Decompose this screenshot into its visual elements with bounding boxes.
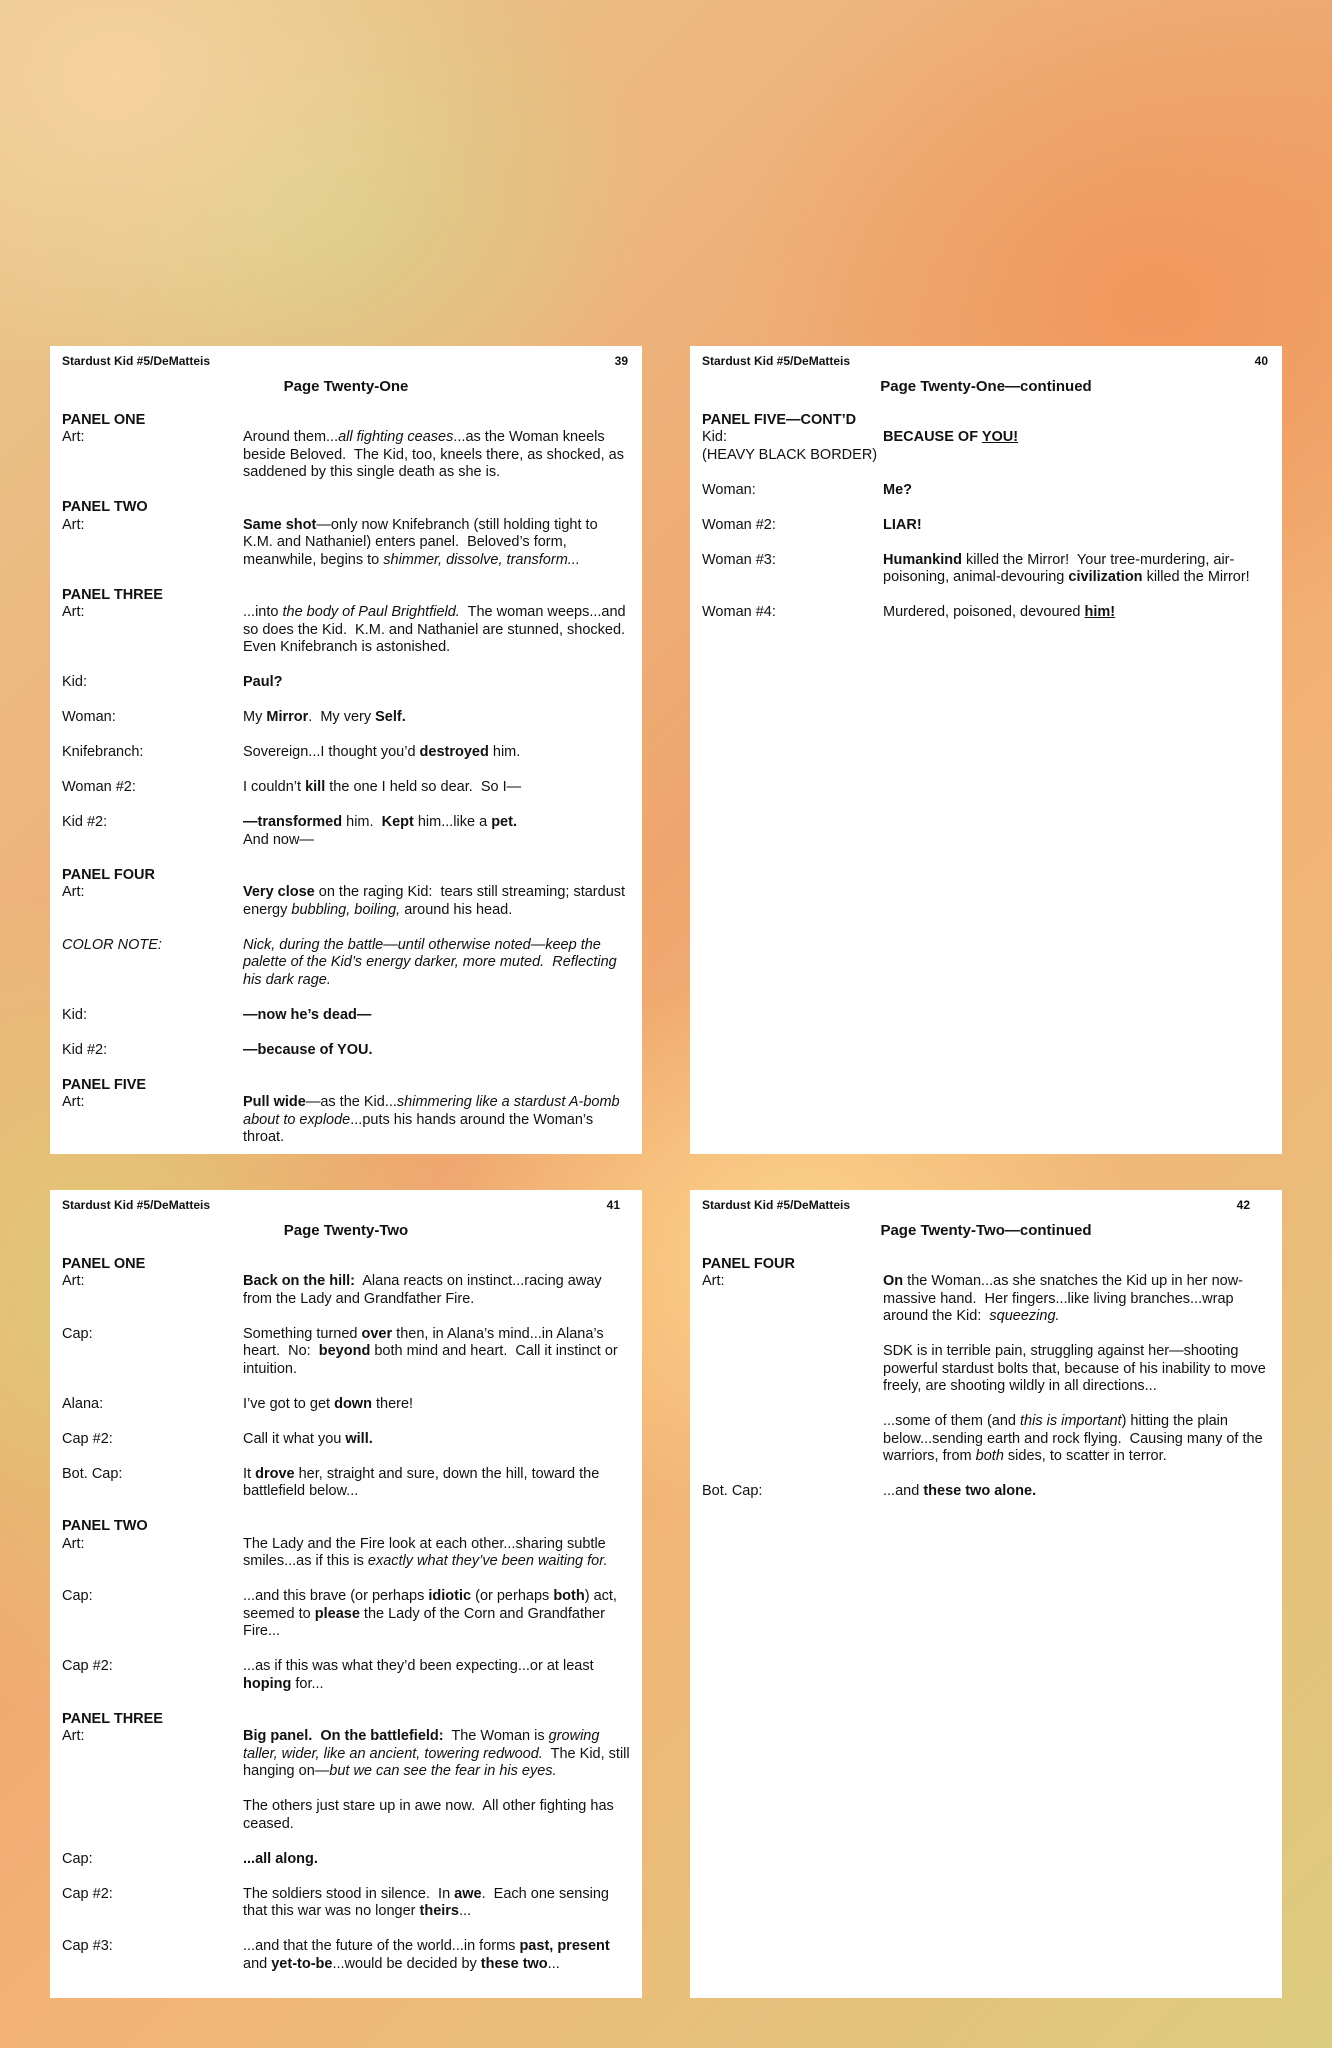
speaker-label: Cap #2: [62, 1430, 113, 1447]
script-text: ...all along. [243, 1850, 318, 1867]
script-row [62, 604, 634, 657]
script-row [62, 1938, 630, 1973]
script-row [62, 1042, 630, 1060]
speaker-label: Woman #2: [702, 516, 776, 533]
speaker-label: Woman: [62, 709, 116, 725]
script-row [62, 1851, 630, 1869]
script-text: —now he’s dead— [243, 1006, 372, 1023]
script-text: Me? [883, 481, 912, 498]
speaker-label: Art: [62, 884, 85, 900]
script-text: Back on the hill: Alana reacts on instinct...racing away from the Lady and Grandfather Fire. [243, 1273, 606, 1307]
script-text: Something turned over then, in Alana’s mind...in Alana’s heart. No: beyond both mind and heart. Call it instinct or intuition. [243, 1325, 622, 1377]
script-row [62, 1094, 630, 1147]
script-text: Sovereign...I thought you’d destroyed him. [243, 744, 521, 760]
speaker-label: Art: [62, 1094, 85, 1110]
speaker-label: Knifebranch: [62, 744, 144, 760]
script-text: It drove her, straight and sure, down the hill, toward the battlefield below... [243, 1465, 604, 1499]
script-text: Humankind killed the Mirror! Your tree-murdering, air-poisoning, animal-devouring civilization killed the Mirror! [883, 551, 1250, 585]
script-row [702, 447, 1270, 465]
speaker-label: Woman #2: [62, 779, 136, 795]
script-row [62, 1431, 630, 1449]
speaker-label: Kid #2: [62, 1041, 108, 1058]
page-number: 40 [1254, 354, 1268, 368]
speaker-label: Cap: [62, 1588, 93, 1604]
panel-heading: PANEL FOUR [62, 866, 155, 883]
speaker-label: Woman #3: [702, 551, 776, 568]
speaker-label: COLOR NOTE: [62, 936, 162, 953]
speaker-label: Art: [62, 1273, 85, 1289]
script-text: The Lady and the Fire look at each other...sharing subtle smiles...as if this is exactly what they’ve been waiting for. [243, 1535, 610, 1569]
script-text: ...and these two alone. [883, 1483, 1037, 1499]
speaker-label: Alana: [62, 1395, 104, 1412]
script-row [62, 937, 630, 990]
speaker-label: Art: [62, 1728, 85, 1744]
border-note: (HEAVY BLACK BORDER) [702, 446, 878, 463]
panel-heading: PANEL FIVE—CONT’D [702, 411, 857, 428]
script-text: Very close on the raging Kid: tears still streaming; stardust energy bubbling, boiling, around his head. [243, 884, 630, 918]
panel-heading: PANEL THREE [62, 586, 163, 603]
script-page-40 [690, 346, 1282, 1154]
script-row [62, 814, 630, 849]
script-row [62, 674, 630, 692]
page-header [702, 1198, 1270, 1212]
speaker-label: Art: [702, 1273, 725, 1289]
script-text: —because of YOU. [243, 1041, 373, 1058]
script-text: Same shot—only now Knifebranch (still holding tight to K.M. and Nathaniel) enters panel. Beloved’s form, meanwhile, begins to shimmer, dissolve, transform... [243, 516, 602, 568]
speaker-label: Cap #2: [62, 1885, 113, 1902]
script-row [62, 1536, 630, 1571]
page-number: 41 [606, 1198, 620, 1212]
script-row [62, 884, 630, 919]
script-row [62, 1658, 630, 1693]
page-title: Page Twenty-One—continued [880, 378, 1092, 395]
panel-heading: PANEL FIVE [62, 1076, 147, 1093]
header-title: Stardust Kid #5/DeMatteis [702, 354, 851, 368]
script-row [62, 744, 630, 762]
script-text: Around them...all fighting ceases...as the Woman kneels beside Beloved. The Kid, too, kneels there, as shocked, as saddened by this single death as she is. [243, 429, 629, 480]
script-row [702, 1273, 1270, 1466]
script-page-42 [690, 1190, 1282, 1998]
script-text: Big panel. On the battlefield: The Woman is growing taller, wider, like an ancient, towering redwood. The Kid, still hanging on—but we can see the fear in his eyes. The others just stare up in awe now. All other fighting has ceased. [243, 1728, 634, 1832]
speaker-label: Art: [62, 1535, 85, 1552]
script-row [62, 709, 630, 727]
page-title: Page Twenty-One [283, 378, 409, 395]
script-row [62, 429, 630, 482]
script-text: ...and that the future of the world...in forms past, present and yet-to-be...would be decided by these two... [243, 1938, 614, 1972]
speaker-label: Woman: [702, 481, 756, 498]
script-text: My Mirror. My very Self. [243, 709, 406, 725]
speaker-label: Bot. Cap: [62, 1465, 123, 1482]
panel-heading: PANEL TWO [62, 1518, 148, 1534]
panel-heading: PANEL TWO [62, 499, 148, 515]
page-number: 39 [614, 354, 628, 368]
header-title: Stardust Kid #5/DeMatteis [62, 1198, 211, 1212]
speaker-label: Art: [62, 516, 85, 533]
script-row [702, 429, 1270, 447]
panel-heading: PANEL ONE [62, 1255, 146, 1272]
script-row [62, 1588, 630, 1641]
script-text: I couldn’t kill the one I held so dear. So I— [243, 779, 522, 795]
color-note: Nick, during the battle—until otherwise noted—keep the palette of the Kid’s energy darker, more muted. Reflecting his dark rage. [243, 936, 621, 988]
script-page-39 [50, 346, 642, 1154]
page-header [62, 354, 630, 368]
page-title: Page Twenty-Two—continued [880, 1222, 1092, 1239]
script-row [702, 1483, 1270, 1501]
speaker-label: Cap: [62, 1850, 93, 1867]
header-title: Stardust Kid #5/DeMatteis [702, 1198, 851, 1212]
script-row [62, 517, 630, 570]
speaker-label: Kid: [62, 1006, 87, 1023]
speaker-label: Woman #4: [702, 604, 776, 620]
script-row [702, 517, 1270, 535]
script-row [62, 1466, 630, 1501]
script-text: The soldiers stood in silence. In awe. Each one sensing that this war was no longer theirs... [243, 1885, 613, 1919]
speaker-label: Bot. Cap: [702, 1483, 763, 1499]
script-text: ...as if this was what they’d been expecting...or at least hoping for... [243, 1658, 598, 1692]
speaker-label: Cap #3: [62, 1938, 113, 1954]
script-page-41 [50, 1190, 642, 1998]
panel-heading: PANEL ONE [62, 411, 146, 428]
speaker-label: Art: [62, 429, 85, 445]
script-text: ...and this brave (or perhaps idiotic (or perhaps both) act, seemed to please the Lady of the Corn and Grandfather Fire... [243, 1588, 621, 1639]
page-header [702, 354, 1270, 368]
script-row [62, 1007, 630, 1025]
script-text: Paul? [243, 674, 283, 690]
speaker-label: Kid: [62, 674, 87, 690]
script-text: Call it what you will. [243, 1430, 373, 1447]
script-text: —transformed him. Kept him...like a pet. And now— [243, 814, 517, 848]
script-text: ...into the body of Paul Brightfield. The woman weeps...and so does the Kid. K.M. and Nathaniel are stunned, shocked. Even Knifebranch is astonished. [243, 604, 634, 655]
script-text: Pull wide—as the Kid...shimmering like a stardust A-bomb about to explode...puts his hands around the Woman’s throat. [243, 1094, 624, 1145]
script-text: LIAR! [883, 516, 922, 533]
script-text: On the Woman...as she snatches the Kid up in her now-massive hand. Her fingers...like living branches...wrap around the Kid: squeezing. SDK is in terrible pain, struggling against her—shooting powerful stardust bolts that, because of his inability to move freely, are shooting wildly in all directions... ...some of them (and this is important) hitting the plain below...sending earth and rock flying. Causing many of the warriors, from both sides, to scatter in terror. [883, 1273, 1270, 1464]
page-number: 42 [1236, 1198, 1250, 1212]
header-title: Stardust Kid #5/DeMatteis [62, 354, 211, 368]
speaker-label: Cap: [62, 1325, 93, 1342]
script-row [62, 779, 630, 797]
script-row [62, 1728, 634, 1833]
panel-heading: PANEL FOUR [702, 1255, 795, 1272]
speaker-label: Kid #2: [62, 814, 108, 830]
script-row [62, 1273, 630, 1308]
script-row [62, 1326, 630, 1379]
page-header [62, 1198, 630, 1212]
page-title: Page Twenty-Two [283, 1222, 409, 1239]
script-row [62, 1396, 630, 1414]
speaker-label: Kid: [702, 429, 727, 445]
script-text: BECAUSE OF YOU! [883, 429, 1019, 445]
script-row [702, 552, 1270, 587]
panel-heading: PANEL THREE [62, 1710, 163, 1727]
script-row [702, 604, 1270, 622]
speaker-label: Art: [62, 604, 85, 620]
script-text: Murdered, poisoned, devoured him! [883, 604, 1116, 620]
script-row [702, 482, 1270, 500]
speaker-label: Cap #2: [62, 1658, 113, 1674]
script-row [62, 1886, 630, 1921]
script-text: I’ve got to get down there! [243, 1395, 414, 1412]
